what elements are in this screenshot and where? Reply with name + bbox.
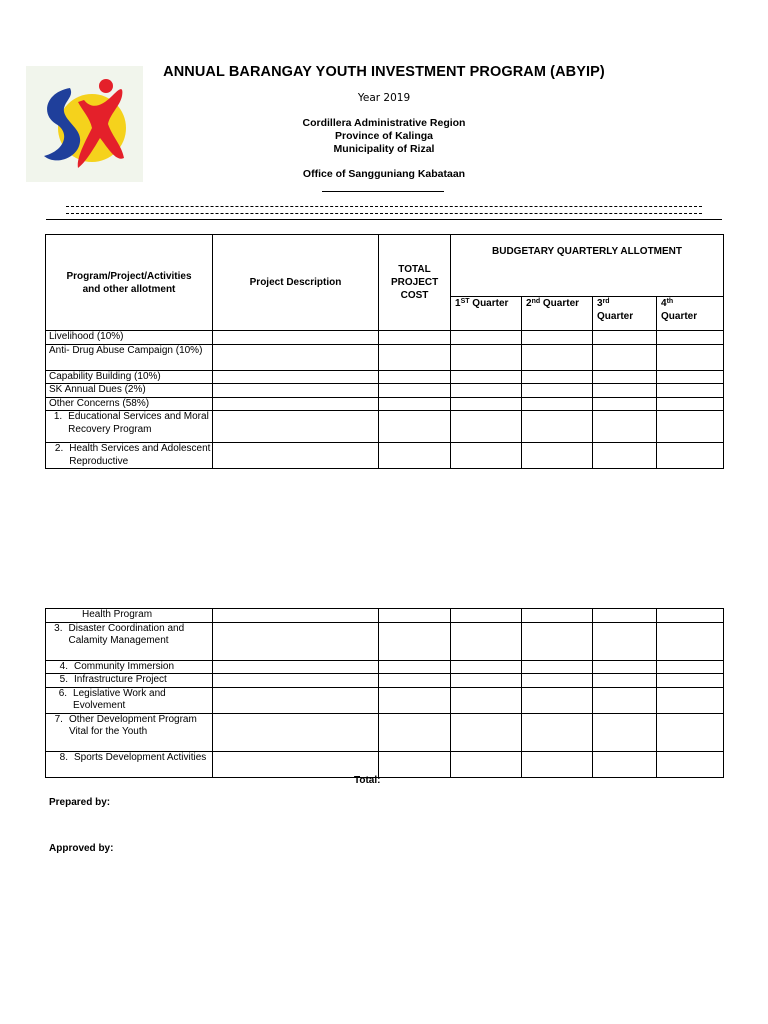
row-label: Anti- Drug Abuse Campaign (10%) [46,344,213,370]
document-title: ANNUAL BARANGAY YOUTH INVESTMENT PROGRAM (ABYIP) [163,64,605,80]
document-year: Year 2019 [357,92,411,104]
total-label: Total: [354,775,381,786]
header-quarter-2: 2nd Quarter [522,297,593,331]
organization-block [230,117,538,156]
table-row [46,384,724,398]
header-description: Project Description [213,235,379,331]
table-row [46,660,724,674]
row-label: 1. Educational Services and Moral Recovery Program [46,411,213,443]
row-label: 3. Disaster Coordination and Calamity Management [46,622,213,660]
table-row [46,411,724,443]
row-label: 4. Community Immersion [46,660,213,674]
row-label: Capability Building (10%) [46,370,213,384]
table-row [46,397,724,411]
row-label: SK Annual Dues (2%) [46,384,213,398]
municipality-label: Municipality of Rizal [333,143,435,155]
table-row [46,622,724,660]
sk-logo [26,66,143,182]
table-row [46,344,724,370]
row-label: 6. Legislative Work and Evolvement [46,687,213,713]
table-row [46,370,724,384]
header-quarter-4: 4th Quarter [657,297,724,331]
row-label: Livelihood (10%) [46,331,213,345]
row-label: Other Concerns (58%) [46,397,213,411]
approved-by-label: Approved by: [49,843,114,854]
office-label: Office of Sangguniang Kabataan [302,168,466,180]
dashed-divider [66,206,702,214]
table-row [46,687,724,713]
region-label: Cordillera Administrative Region [302,117,466,129]
table-row [46,331,724,345]
row-label: 5. Infrastructure Project [46,674,213,688]
abyip-table-part-2 [45,608,724,778]
row-label: Health Program [46,609,213,623]
header-quarter-1: 1ST Quarter [451,297,522,331]
table-row [46,674,724,688]
prepared-by-label: Prepared by: [49,797,111,808]
header-program: Program/Project/Activities and other allotment [46,235,213,331]
table-row [46,713,724,751]
table-row [46,443,724,469]
row-label: 7. Other Development Program Vital for the Youth [46,713,213,751]
solid-divider [46,219,722,220]
header-budgetary-allotment: BUDGETARY QUARTERLY ALLOTMENT [451,235,724,297]
table-row [46,609,724,623]
abyip-table-part-1 [45,234,724,469]
row-label: 2. Health Services and Adolescent Reproductive [46,443,213,469]
office-underline [322,191,444,192]
table-row [46,751,724,777]
row-label: 8. Sports Development Activities [46,751,213,777]
header-quarter-3: 3rd Quarter [593,297,657,331]
header-total-cost: TOTAL PROJECT COST [379,235,451,331]
province-label: Province of Kalinga [334,130,434,142]
